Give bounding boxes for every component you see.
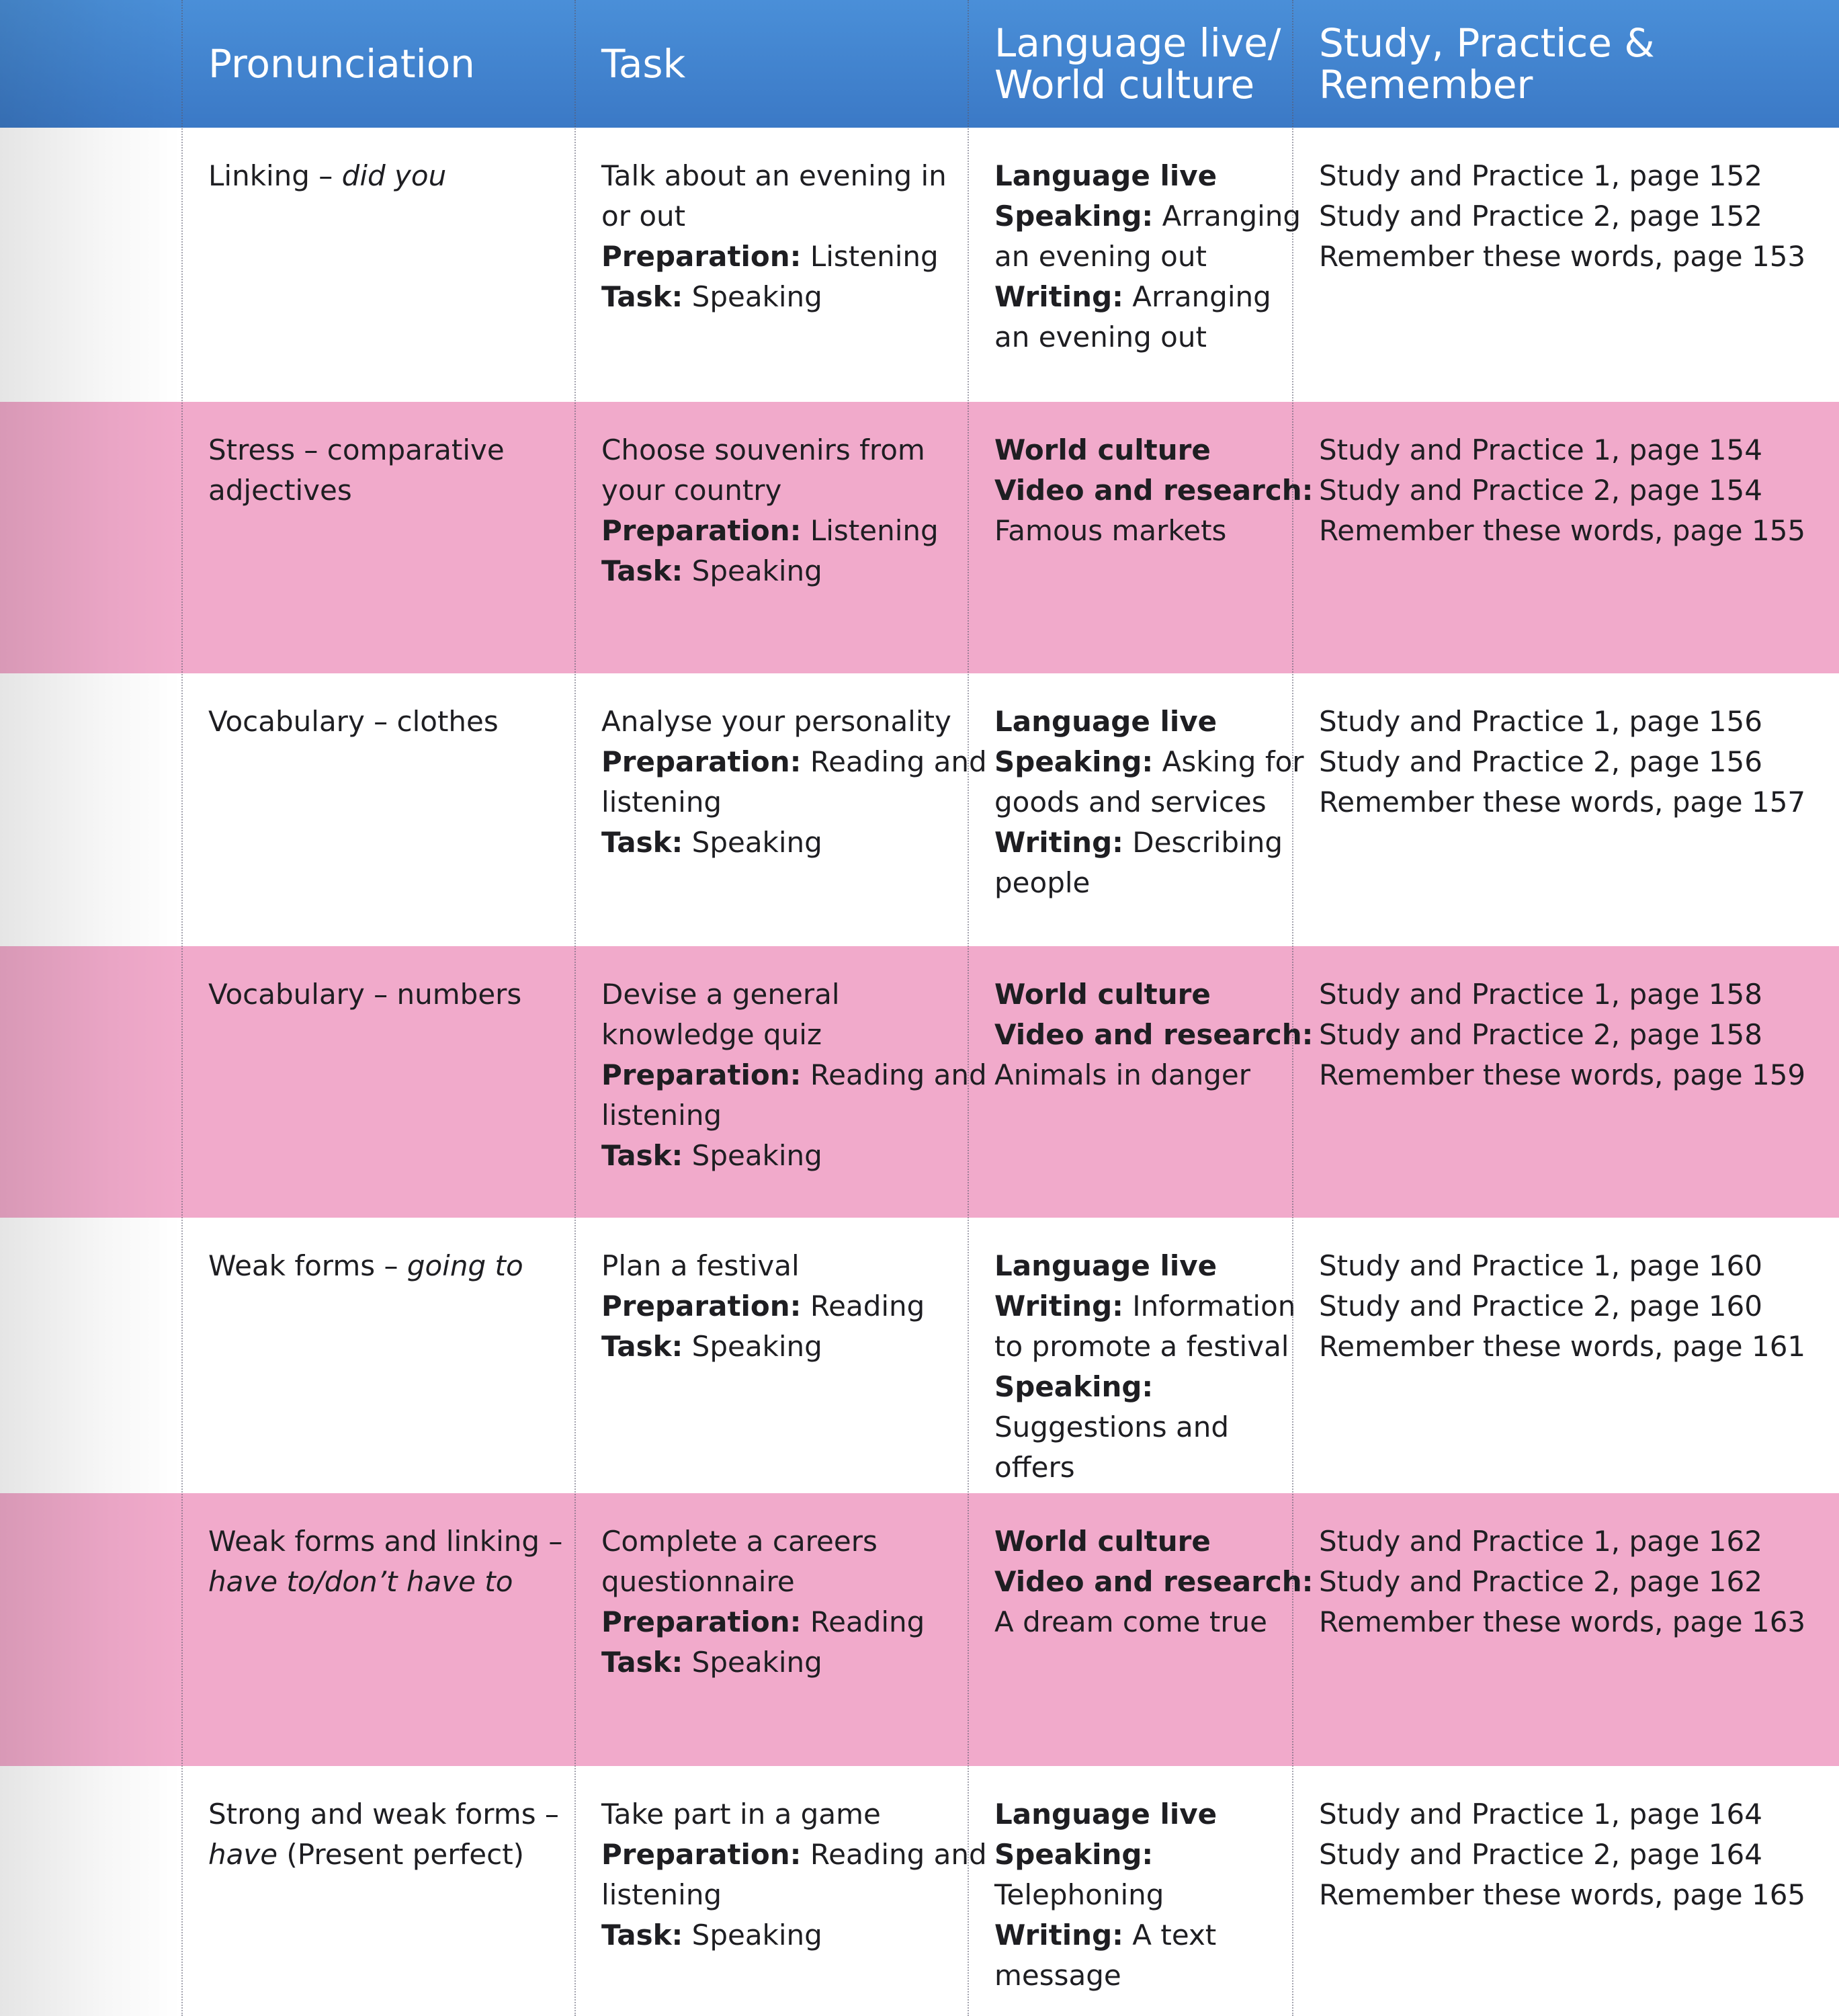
cell-line: [1319, 1246, 1805, 1286]
language-culture-cell: [994, 1521, 1313, 1642]
cell-line: [994, 156, 1301, 196]
cell-line: [994, 1602, 1313, 1642]
cell-line: [994, 237, 1301, 277]
cell-line: [1319, 702, 1805, 742]
text-segment: Reading and: [801, 745, 987, 778]
italic-text: going to: [407, 1249, 523, 1282]
text-segment: Arranging: [1123, 280, 1271, 313]
cell-line: [601, 1794, 987, 1835]
study-practice-cell: [1319, 702, 1805, 823]
text-segment: Information: [1123, 1290, 1296, 1322]
cell-line: [1319, 1327, 1805, 1367]
cell-line: [1319, 742, 1805, 782]
pronunciation-cell: [208, 702, 499, 742]
text-segment: Suggestions and: [994, 1411, 1230, 1443]
text-segment: Remember these words, page 155: [1319, 514, 1806, 547]
cell-line: [208, 1521, 562, 1562]
cell-line: [208, 1794, 559, 1835]
cell-line: [994, 1246, 1295, 1286]
bold-label: Task:: [601, 280, 683, 313]
text-segment: Study and Practice 2, page 156: [1319, 745, 1762, 778]
text-segment: Analyse your personality: [601, 705, 951, 738]
cell-line: [994, 430, 1313, 470]
bold-label: Preparation:: [601, 240, 802, 273]
text-segment: to promote a festival: [994, 1330, 1289, 1363]
text-segment: Remember these words, page 165: [1319, 1878, 1806, 1911]
language-culture-cell: [994, 430, 1313, 551]
table-row: [0, 1766, 1839, 2016]
text-segment: goods and services: [994, 786, 1267, 818]
bold-label: Preparation:: [601, 1290, 802, 1322]
text-segment: an evening out: [994, 240, 1207, 273]
text-segment: Arranging: [1153, 200, 1301, 233]
text-segment: Study and Practice 1, page 164: [1319, 1798, 1762, 1831]
pronunciation-cell: [208, 430, 505, 511]
cell-line: [994, 742, 1304, 782]
table-row: [0, 128, 1839, 402]
pronunciation-cell: [208, 1521, 562, 1602]
cell-line: [994, 1367, 1295, 1407]
language-culture-cell: [994, 156, 1301, 358]
bold-label: Task:: [601, 1330, 683, 1363]
bold-label: Task:: [601, 554, 683, 587]
task-cell: [601, 1794, 987, 1956]
language-culture-cell: [994, 1794, 1217, 1996]
italic-text: did you: [341, 159, 447, 192]
cell-line: [994, 1015, 1313, 1055]
cell-line: [1319, 1055, 1805, 1095]
text-segment: an evening out: [994, 321, 1207, 353]
cell-line: [994, 1447, 1295, 1488]
cell-line: [1319, 511, 1805, 551]
cell-line: [601, 1095, 987, 1136]
table-row: [0, 402, 1839, 673]
study-practice-cell: [1319, 1794, 1805, 1915]
cell-line: [601, 1246, 925, 1286]
cell-line: [601, 1562, 925, 1602]
cell-line: [601, 782, 987, 823]
cell-line: [601, 430, 939, 470]
cell-line: [601, 470, 939, 511]
column-divider: [968, 0, 969, 2016]
study-practice-cell: [1319, 430, 1805, 551]
bold-label: Writing:: [994, 1919, 1123, 1951]
study-practice-cell: [1319, 1246, 1805, 1367]
italic-text: have: [208, 1838, 278, 1871]
text-segment: Talk about an evening in: [601, 159, 947, 192]
text-segment: Describing: [1123, 826, 1283, 859]
bold-label: Preparation:: [601, 1605, 802, 1638]
text-segment: adjectives: [208, 474, 352, 507]
text-segment: A text: [1123, 1919, 1217, 1951]
text-segment: Study and Practice 2, page 154: [1319, 474, 1762, 507]
bold-label: Preparation:: [601, 1838, 802, 1871]
italic-text: have to/don’t have to: [208, 1565, 513, 1598]
cell-line: [208, 430, 505, 470]
text-segment: Remember these words, page 153: [1319, 240, 1806, 273]
text-segment: Study and Practice 1, page 156: [1319, 705, 1762, 738]
task-cell: [601, 156, 947, 317]
cell-line: [994, 1915, 1217, 1956]
cell-line: [994, 1286, 1295, 1327]
text-segment: Speaking: [683, 1919, 822, 1951]
cell-line: [1319, 1835, 1805, 1875]
cell-line: [601, 511, 939, 551]
cell-line: [601, 1327, 925, 1367]
cell-line: [208, 156, 446, 196]
text-segment: Animals in danger: [994, 1058, 1250, 1091]
cell-line: [601, 196, 947, 237]
bold-label: Task:: [601, 1919, 683, 1951]
cell-line: [994, 974, 1313, 1015]
bold-label: Video and research:: [994, 474, 1314, 507]
text-segment: Remember these words, page 159: [1319, 1058, 1806, 1091]
cell-line: [601, 1835, 987, 1875]
task-cell: [601, 974, 987, 1176]
column-divider: [1292, 0, 1293, 2016]
task-cell: [601, 702, 987, 863]
bold-label: Speaking:: [994, 1370, 1154, 1403]
text-segment: Speaking: [683, 280, 822, 313]
cell-line: [1319, 974, 1805, 1015]
text-segment: listening: [601, 1099, 722, 1132]
cell-line: [601, 1602, 925, 1642]
text-segment: Study and Practice 2, page 152: [1319, 200, 1762, 233]
text-segment: Listening: [801, 240, 939, 273]
text-segment: Take part in a game: [601, 1798, 881, 1831]
text-segment: Reading and: [801, 1838, 987, 1871]
study-practice-cell: [1319, 974, 1805, 1095]
language-culture-cell: [994, 1246, 1295, 1488]
cell-line: [994, 782, 1304, 823]
text-segment: Speaking: [683, 554, 822, 587]
bold-label: Task:: [601, 1646, 683, 1679]
bold-label: Task:: [601, 826, 683, 859]
text-segment: listening: [601, 1878, 722, 1911]
text-segment: Complete a careers: [601, 1525, 878, 1558]
cell-line: [1319, 470, 1805, 511]
cell-line: [1319, 196, 1805, 237]
cell-line: [994, 1562, 1313, 1602]
bold-label: Task:: [601, 1139, 683, 1172]
cell-line: [208, 702, 499, 742]
text-segment: message: [994, 1959, 1121, 1992]
text-segment: Study and Practice 1, page 154: [1319, 433, 1762, 466]
task-cell: [601, 1521, 925, 1683]
text-segment: Reading: [801, 1605, 925, 1638]
bold-label: Language live: [994, 1249, 1217, 1282]
cell-line: [601, 1015, 987, 1055]
bold-label: Speaking:: [994, 1838, 1154, 1871]
cell-line: [994, 196, 1301, 237]
text-segment: Listening: [801, 514, 939, 547]
bold-label: Video and research:: [994, 1565, 1314, 1598]
cell-line: [601, 156, 947, 196]
cell-line: [601, 702, 987, 742]
language-culture-cell: [994, 974, 1313, 1095]
cell-line: [994, 277, 1301, 317]
text-segment: Study and Practice 1, page 152: [1319, 159, 1762, 192]
text-segment: Study and Practice 2, page 158: [1319, 1018, 1762, 1051]
cell-line: [601, 974, 987, 1015]
bold-label: Preparation:: [601, 1058, 802, 1091]
pronunciation-cell: [208, 1246, 523, 1286]
text-segment: (Present perfect): [277, 1838, 525, 1871]
cell-line: [1319, 1015, 1805, 1055]
cell-line: [208, 1562, 562, 1602]
cell-line: [994, 1835, 1217, 1875]
task-cell: [601, 430, 939, 591]
text-segment: Vocabulary – numbers: [208, 978, 522, 1011]
cell-line: [1319, 1602, 1805, 1642]
cell-line: [601, 1521, 925, 1562]
text-segment: Study and Practice 2, page 160: [1319, 1290, 1762, 1322]
text-segment: knowledge quiz: [601, 1018, 822, 1051]
header-task: Task: [601, 41, 686, 87]
bold-label: Language live: [994, 1798, 1217, 1831]
text-segment: Speaking: [683, 1330, 822, 1363]
text-segment: Strong and weak forms –: [208, 1798, 559, 1831]
cell-line: [601, 237, 947, 277]
text-segment: Famous markets: [994, 514, 1227, 547]
text-segment: listening: [601, 786, 722, 818]
text-segment: Study and Practice 2, page 164: [1319, 1838, 1762, 1871]
bold-label: Video and research:: [994, 1018, 1314, 1051]
bold-label: Speaking:: [994, 745, 1154, 778]
cell-line: [994, 1521, 1313, 1562]
table-row: [0, 1218, 1839, 1493]
text-segment: Study and Practice 1, page 160: [1319, 1249, 1762, 1282]
cell-line: [1319, 1875, 1805, 1915]
table-header: [0, 0, 1839, 128]
bold-label: World culture: [994, 1525, 1211, 1558]
header-study-practice-remember: Study, Practice & Remember: [1319, 20, 1655, 108]
text-segment: Speaking: [683, 826, 822, 859]
pronunciation-cell: [208, 156, 446, 196]
cell-line: [208, 470, 505, 511]
cell-line: [1319, 430, 1805, 470]
text-segment: Reading and: [801, 1058, 987, 1091]
cell-line: [994, 511, 1313, 551]
text-segment: Weak forms and linking –: [208, 1525, 563, 1558]
header-language-live-world-culture: Language live/ World culture: [994, 20, 1281, 108]
text-segment: Vocabulary – clothes: [208, 705, 499, 738]
cell-line: [1319, 156, 1805, 196]
bold-label: Preparation:: [601, 514, 802, 547]
text-segment: Remember these words, page 163: [1319, 1605, 1806, 1638]
cell-line: [994, 702, 1304, 742]
bold-label: Writing:: [994, 1290, 1123, 1322]
text-segment: your country: [601, 474, 782, 507]
text-segment: Speaking: [683, 1139, 822, 1172]
table-row: [0, 946, 1839, 1218]
cell-line: [994, 1327, 1295, 1367]
cell-line: [208, 1835, 559, 1875]
cell-line: [994, 823, 1304, 863]
text-segment: Asking for: [1153, 745, 1304, 778]
cell-line: [601, 1915, 987, 1956]
cell-line: [601, 742, 987, 782]
cell-line: [1319, 782, 1805, 823]
bold-label: Writing:: [994, 826, 1123, 859]
bold-label: Language live: [994, 159, 1217, 192]
task-cell: [601, 1246, 925, 1367]
table-row: [0, 1493, 1839, 1766]
header-pronunciation: Pronunciation: [208, 41, 475, 87]
cell-line: [994, 1956, 1217, 1996]
cell-line: [601, 277, 947, 317]
text-segment: A dream come true: [994, 1605, 1268, 1638]
cell-line: [994, 470, 1313, 511]
text-segment: Telephoning: [994, 1878, 1164, 1911]
pronunciation-cell: [208, 1794, 559, 1875]
text-segment: Linking –: [208, 159, 342, 192]
column-divider: [574, 0, 576, 2016]
cell-line: [601, 1055, 987, 1095]
cell-line: [1319, 1521, 1805, 1562]
cell-line: [994, 317, 1301, 358]
text-segment: Reading: [801, 1290, 925, 1322]
cell-line: [1319, 1562, 1805, 1602]
cell-line: [1319, 1286, 1805, 1327]
cell-line: [601, 1642, 925, 1683]
study-practice-cell: [1319, 156, 1805, 277]
text-segment: Plan a festival: [601, 1249, 800, 1282]
text-segment: Study and Practice 1, page 162: [1319, 1525, 1762, 1558]
language-culture-cell: [994, 702, 1304, 903]
cell-line: [601, 1286, 925, 1327]
column-divider: [181, 0, 183, 2016]
text-segment: Study and Practice 1, page 158: [1319, 978, 1762, 1011]
text-segment: Remember these words, page 161: [1319, 1330, 1806, 1363]
cell-line: [994, 1875, 1217, 1915]
cell-line: [994, 1407, 1295, 1447]
bold-label: Writing:: [994, 280, 1123, 313]
cell-line: [1319, 237, 1805, 277]
cell-line: [601, 1136, 987, 1176]
text-segment: Weak forms –: [208, 1249, 407, 1282]
cell-line: [994, 1794, 1217, 1835]
text-segment: people: [994, 866, 1090, 899]
cell-line: [994, 863, 1304, 903]
text-segment: Study and Practice 2, page 162: [1319, 1565, 1762, 1598]
cell-line: [208, 1246, 523, 1286]
text-segment: Remember these words, page 157: [1319, 786, 1806, 818]
bold-label: World culture: [994, 433, 1211, 466]
bold-label: Preparation:: [601, 745, 802, 778]
study-practice-cell: [1319, 1521, 1805, 1642]
cell-line: [994, 1055, 1313, 1095]
cell-line: [601, 823, 987, 863]
cell-line: [601, 1875, 987, 1915]
text-segment: Choose souvenirs from: [601, 433, 925, 466]
table-row: [0, 673, 1839, 946]
pronunciation-cell: [208, 974, 521, 1015]
text-segment: questionnaire: [601, 1565, 795, 1598]
bold-label: Language live: [994, 705, 1217, 738]
text-segment: Stress – comparative: [208, 433, 505, 466]
text-segment: Devise a general: [601, 978, 840, 1011]
bold-label: World culture: [994, 978, 1211, 1011]
cell-line: [601, 551, 939, 591]
text-segment: offers: [994, 1451, 1075, 1484]
cell-line: [208, 974, 521, 1015]
text-segment: or out: [601, 200, 686, 233]
bold-label: Speaking:: [994, 200, 1154, 233]
text-segment: Speaking: [683, 1646, 822, 1679]
cell-line: [1319, 1794, 1805, 1835]
